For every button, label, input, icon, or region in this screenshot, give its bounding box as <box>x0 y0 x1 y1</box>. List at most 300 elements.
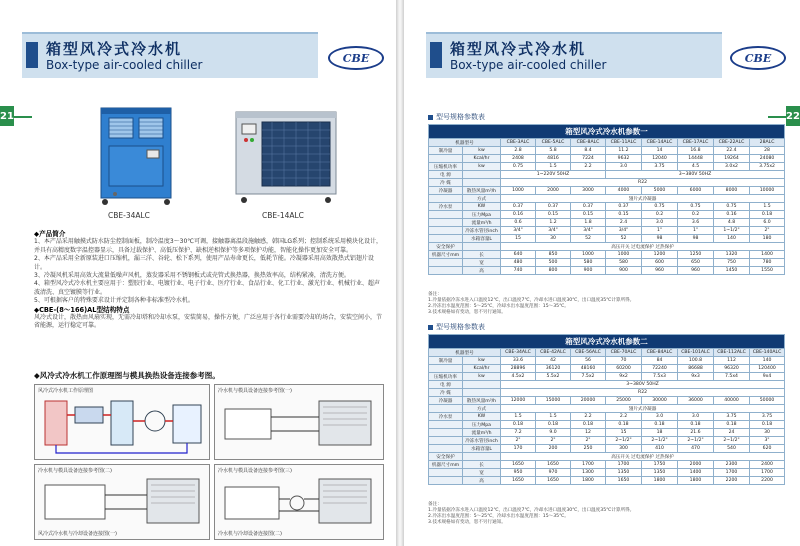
table-cell: 10000 <box>750 187 785 195</box>
table-cell: 640 <box>501 251 536 259</box>
table-cell: 1450 <box>714 267 750 275</box>
table-row <box>429 421 785 429</box>
table-cell: 3.0 <box>642 413 678 421</box>
table-cell: 4.5x2 <box>501 373 536 381</box>
feature-item: 2、本产品采用全新原装进口压缩机，漏三洋、谷轮、松下系列，使用产品寿命更长，低耗节能。冷凝器采用高效散热式铝翅片设计。 <box>34 255 374 271</box>
row-unit <box>463 179 501 187</box>
table-cell: 2" <box>536 437 571 445</box>
table-cell: 3/4" <box>501 227 536 235</box>
table-cell: 1800 <box>678 477 714 485</box>
model-name: CBE-42ALC <box>536 349 571 357</box>
table-cell: 0.18 <box>571 421 606 429</box>
table-cell: 0.15 <box>571 211 606 219</box>
table-cell: 1550 <box>750 267 785 275</box>
note-line: 2.冷冻出水温度范围：5～25℃，冷却水出水温度范围：15～35℃。 <box>428 304 569 309</box>
table-cell: 15 <box>501 235 536 243</box>
model-name: CBE-8ALC <box>571 139 606 147</box>
product-caption-14alc: CBE-14ALC <box>262 211 304 220</box>
model-name: CBE-56ALC <box>571 349 606 357</box>
table-cell: 5.5x2 <box>536 373 571 381</box>
row-unit: 宽 <box>463 259 501 267</box>
row-group-label: 冷 媒 <box>429 179 463 187</box>
table-cell: 1.2 <box>536 219 571 227</box>
table-cell: 1350 <box>606 469 642 477</box>
row-unit: kw <box>463 163 501 171</box>
table-row <box>429 373 785 381</box>
model-name: CBE-5ALC <box>536 139 571 147</box>
table-cell: 960 <box>678 267 714 275</box>
table-cell: 0.18 <box>606 421 642 429</box>
page-rule <box>768 116 786 118</box>
table-cell: 2200 <box>714 477 750 485</box>
row-unit: KW <box>463 413 501 421</box>
diagrams-title: ◆风冷式冷水机工作原理图与模具换热设备连接参考图。 <box>34 371 220 380</box>
table-cell: 7.5x4 <box>714 373 750 381</box>
table-cell: 30 <box>536 235 571 243</box>
table-cell: 0.18 <box>536 421 571 429</box>
table-cell: 3.0x2 <box>714 163 750 171</box>
table-cell: 15 <box>606 429 642 437</box>
table-cell: 7224 <box>571 155 606 163</box>
note-line: 3.技术规格如有变动，恕不另行通知。 <box>428 310 506 315</box>
table-cell: 0.18 <box>501 421 536 429</box>
row-unit: 方式 <box>463 405 501 413</box>
table-cell: 12 <box>571 429 606 437</box>
table-cell: 1" <box>678 227 714 235</box>
table-cell: 4816 <box>536 155 571 163</box>
row-unit <box>463 453 501 461</box>
table-cell: 1250 <box>678 251 714 259</box>
table-cell: 0.75 <box>714 203 750 211</box>
row-group-label <box>429 477 463 485</box>
table-cell: 20000 <box>571 397 606 405</box>
table-row <box>429 381 785 389</box>
table-cell: 0.2 <box>678 211 714 219</box>
product-photo-14alc <box>232 102 340 208</box>
table-cell: 4000 <box>606 187 642 195</box>
table-notes-2 <box>428 502 784 526</box>
section-heading-1: 型号规格参数表 <box>428 112 485 122</box>
model-name: CBE-112ALC <box>714 349 750 357</box>
row-unit: 高 <box>463 267 501 275</box>
model-name: 28ALC <box>750 139 785 147</box>
row-group-label <box>429 219 463 227</box>
table-row <box>429 429 785 437</box>
table-cell: 2400 <box>750 461 785 469</box>
note-line: 备注： <box>428 292 442 297</box>
table-cell: 2~1/2" <box>642 437 678 445</box>
table-row <box>429 163 785 171</box>
feature-item: 5、可根据客户的特殊要求设计并定制各种非标准型冷水机。 <box>34 297 194 305</box>
row-group-label <box>429 267 463 275</box>
table-cell: 1400 <box>750 251 785 259</box>
table-cell: 740 <box>501 267 536 275</box>
table-cell-merged: 1~220V 50HZ <box>501 171 606 179</box>
table-cell: 8000 <box>714 187 750 195</box>
table-row <box>429 179 785 187</box>
table-cell: 72240 <box>642 365 678 373</box>
table-cell: 3/4" <box>606 227 642 235</box>
table-row <box>429 203 785 211</box>
table-cell: 36000 <box>678 397 714 405</box>
table-cell: 30 <box>750 429 785 437</box>
feature-item: 4、箱型风冷式冷水机主要应用于：塑胶行业、电镀行业、电子行业、医疗行业、食品行业、化工行业、激光行业、机械行业、超声波清洗、真空镀膜等行业。 <box>34 280 380 296</box>
table-cell: 21.6 <box>678 429 714 437</box>
table-cell-merged: 高压开关 过电流保护 过热保护 <box>501 243 785 251</box>
table-cell: 7.5x3 <box>642 373 678 381</box>
table-cell: 0.16 <box>501 211 536 219</box>
diagram-connection-1 <box>214 384 384 460</box>
table-cell: 14 <box>642 147 678 155</box>
table-cell: 40000 <box>714 397 750 405</box>
right-header-band <box>404 32 800 94</box>
table-cell: 0.75 <box>642 203 678 211</box>
table-row <box>429 365 785 373</box>
model-name: CBE-14ALC <box>642 139 678 147</box>
table-row <box>429 389 785 397</box>
row-unit <box>463 243 501 251</box>
row-group-label: 电 源 <box>429 171 463 179</box>
row-group-label: 冷水泵 <box>429 413 463 421</box>
table-cell: 1.5 <box>536 413 571 421</box>
table-cell: 0.15 <box>606 211 642 219</box>
table-cell: 3.6 <box>678 219 714 227</box>
table-cell: 3" <box>750 437 785 445</box>
note-line: 1.冷量依据冷冻水进入口温度12℃，出口温度7℃，冷却水进口温度30℃，出口温度35℃计算所得。 <box>428 508 635 513</box>
table-cell: 4.5 <box>678 163 714 171</box>
row-unit: kw <box>463 147 501 155</box>
left-header-band <box>0 32 396 94</box>
table-cell: 1700 <box>571 461 606 469</box>
table-cell: 170 <box>501 445 536 453</box>
row-unit <box>463 381 501 389</box>
table-cell: 900 <box>571 267 606 275</box>
row-unit: 散热风量m³/h <box>463 397 501 405</box>
page-number: 22 <box>786 106 800 126</box>
table-cell: 120400 <box>750 365 785 373</box>
product-photo-34alc <box>95 102 177 208</box>
table-cell: 0.37 <box>536 203 571 211</box>
table-cell: 6000 <box>678 187 714 195</box>
table-notes-1 <box>428 292 784 316</box>
table-cell: 970 <box>536 469 571 477</box>
row-group-label <box>429 211 463 219</box>
table-cell: 12000 <box>501 397 536 405</box>
row-group-label <box>429 445 463 453</box>
table-row <box>429 453 785 461</box>
model-name: CBE-22ALC <box>714 139 750 147</box>
table-cell: 0.75 <box>678 203 714 211</box>
table-cell: 16.8 <box>678 147 714 155</box>
model-header-label: 机器型号 <box>429 349 501 357</box>
diagram-label: 冷水机与模具设备连接参考图(三) <box>218 468 292 474</box>
model-name: CBE-11ALC <box>606 139 642 147</box>
model-name: CBE-3ALC <box>501 139 536 147</box>
row-unit: 流量m³/h <box>463 429 501 437</box>
table-cell: 2~1/2" <box>714 437 750 445</box>
table-cell: 800 <box>536 267 571 275</box>
left-page <box>0 0 396 546</box>
table-cell: 2" <box>750 227 785 235</box>
table-cell-merged: R22 <box>501 179 785 187</box>
table-row <box>429 461 785 469</box>
table-cell: 1200 <box>642 251 678 259</box>
header-tag-block <box>430 42 442 68</box>
row-unit: 高 <box>463 477 501 485</box>
table-row <box>429 259 785 267</box>
table-row <box>429 445 785 453</box>
table-cell: 8.4 <box>571 147 606 155</box>
table-cell: 850 <box>536 251 571 259</box>
table-cell: 14448 <box>678 155 714 163</box>
table-cell: 7.5x2 <box>571 373 606 381</box>
model-name: CBE-70ALC <box>606 349 642 357</box>
row-unit: 方式 <box>463 195 501 203</box>
table-cell: 1700 <box>750 469 785 477</box>
row-group-label <box>429 437 463 445</box>
table-cell: 98 <box>678 235 714 243</box>
table-title: 箱型风冷式冷水机参数二 <box>429 335 785 349</box>
table-row <box>429 195 785 203</box>
table-cell: 50000 <box>750 397 785 405</box>
table-cell: 780 <box>750 259 785 267</box>
note-line: 3.技术规格如有变动，恕不另行通知。 <box>428 520 506 525</box>
table-cell: 180 <box>750 235 785 243</box>
table-cell: 480 <box>501 259 536 267</box>
row-group-label: 冷水泵 <box>429 203 463 211</box>
table-cell: 1650 <box>501 461 536 469</box>
table-cell-merged: 3~380V 50HZ <box>501 381 785 389</box>
table-cell: 9632 <box>606 155 642 163</box>
row-group-label: 安全保护 <box>429 453 463 461</box>
row-group-label <box>429 429 463 437</box>
table-row <box>429 413 785 421</box>
model-header-label: 机器型号 <box>429 139 501 147</box>
table-cell: 2408 <box>501 155 536 163</box>
row-unit: kw <box>463 357 501 365</box>
table-cell: 3.75 <box>750 413 785 421</box>
table-cell: 2" <box>501 437 536 445</box>
table-row <box>429 171 785 179</box>
table-cell: 250 <box>571 445 606 453</box>
row-unit: 压力Mpa <box>463 211 501 219</box>
table-cell: 2~1/2" <box>606 437 642 445</box>
row-unit <box>463 171 501 179</box>
table-cell: 900 <box>606 267 642 275</box>
table-row <box>429 477 785 485</box>
table-cell: 1350 <box>642 469 678 477</box>
table-row <box>429 357 785 365</box>
table-cell: 1300 <box>571 469 606 477</box>
table-cell: 3/4" <box>571 227 606 235</box>
row-group-label: 压缩机功率 <box>429 163 463 171</box>
table-cell: 0.15 <box>536 211 571 219</box>
table-cell-merged: 高压开关 过电流保护 过热保护 <box>501 453 785 461</box>
row-group-label: 安全保护 <box>429 243 463 251</box>
row-group-label <box>429 235 463 243</box>
table-cell: 3000 <box>571 187 606 195</box>
diagram-connection-2 <box>34 464 210 540</box>
table-row <box>429 469 785 477</box>
product-introduction <box>34 230 384 331</box>
table-cell: 1.5 <box>536 163 571 171</box>
row-unit: 水箱容量L <box>463 235 501 243</box>
table-row <box>429 267 785 275</box>
row-unit: 宽 <box>463 469 501 477</box>
row-unit: kw <box>463 373 501 381</box>
table-cell: 48160 <box>571 365 606 373</box>
table-cell: 2.4 <box>606 219 642 227</box>
table-cell: 1700 <box>714 469 750 477</box>
row-unit: 冷冻水管径inch <box>463 227 501 235</box>
note-line: 2.冷冻出水温度范围：5～25℃，冷却水出水温度范围：15～35℃。 <box>428 514 569 519</box>
table-cell: 1000 <box>571 251 606 259</box>
page-title-en: Box-type air-cooled chiller <box>46 58 203 72</box>
table-title: 箱型风冷式冷水机参数一 <box>429 125 785 139</box>
diagram-label: 冷水机与模具设备连接参考图(二) <box>38 468 112 474</box>
table-cell: 52 <box>571 235 606 243</box>
product-caption-34alc: CBE-34ALC <box>108 211 150 220</box>
row-group-label: 冷凝器 <box>429 397 463 405</box>
row-group-label <box>429 365 463 373</box>
row-unit: KW <box>463 203 501 211</box>
table-cell: 0.37 <box>606 203 642 211</box>
table-cell: 2200 <box>750 477 785 485</box>
table-cell: 0.37 <box>571 203 606 211</box>
table-cell-merged: R22 <box>501 389 785 397</box>
row-group-label <box>429 469 463 477</box>
row-group-label: 电 源 <box>429 381 463 389</box>
row-group-label <box>429 195 463 203</box>
row-group-label <box>429 405 463 413</box>
table-row <box>429 397 785 405</box>
table-cell: 0.37 <box>501 203 536 211</box>
table-row <box>429 155 785 163</box>
table-row <box>429 227 785 235</box>
table-row <box>429 147 785 155</box>
table-cell: 1650 <box>606 477 642 485</box>
table-cell: 60200 <box>606 365 642 373</box>
table-cell: 140 <box>714 235 750 243</box>
row-unit: Kcal/hr <box>463 155 501 163</box>
section-bullet-icon <box>428 325 433 330</box>
table-cell-merged: 翅片式冷凝器 <box>501 405 785 413</box>
row-unit: 压力Mpa <box>463 421 501 429</box>
table-cell: 600 <box>642 259 678 267</box>
table-cell: 112 <box>714 357 750 365</box>
table-cell: 56 <box>571 357 606 365</box>
table-cell: 3.0 <box>642 219 678 227</box>
spec-table-1 <box>428 124 785 275</box>
table-cell: 9x3 <box>678 373 714 381</box>
cbe-logo: CBE <box>730 46 786 70</box>
model-name: CBE-34ALC <box>501 349 536 357</box>
table-cell: 7.2 <box>501 429 536 437</box>
table-cell: 98 <box>642 235 678 243</box>
table-cell: 2000 <box>536 187 571 195</box>
table-cell: 1000 <box>501 187 536 195</box>
table-cell: 2" <box>571 437 606 445</box>
row-group-label: 冷 媒 <box>429 389 463 397</box>
table-cell: 2.8 <box>501 147 536 155</box>
cbe-logo: CBE <box>328 46 384 70</box>
feature-item: 3、冷凝风机采用高效大流量低噪声风机，蒸发器采用不锈钢板式或壳管式换热器，换热效率高，结构紧凑，清洗方便。 <box>34 272 350 280</box>
table-row <box>429 219 785 227</box>
table-cell: 2.2 <box>571 413 606 421</box>
model-name: CBE-17ALC <box>678 139 714 147</box>
table-cell: 11.2 <box>606 147 642 155</box>
header-tag-block <box>26 42 38 68</box>
table-cell: 300 <box>606 445 642 453</box>
table-cell: 25000 <box>606 397 642 405</box>
table-cell: 1.5 <box>750 203 785 211</box>
note-line: 1.冷量依据冷冻水进入口温度12℃，出口温度7℃，冷却水进口温度30℃，出口温度35℃计算所得。 <box>428 298 635 303</box>
table-cell: 0.2 <box>642 211 678 219</box>
table-cell: 9.0 <box>536 429 571 437</box>
table-cell: 1800 <box>571 477 606 485</box>
row-unit: 长 <box>463 461 501 469</box>
row-unit: 散热风量m³/h <box>463 187 501 195</box>
table-cell: 650 <box>678 259 714 267</box>
table-cell: 1" <box>642 227 678 235</box>
row-group-label <box>429 421 463 429</box>
table-cell: 42 <box>536 357 571 365</box>
table-cell: 12040 <box>642 155 678 163</box>
page-number: 21 <box>0 106 14 126</box>
table-cell: 2.2 <box>571 163 606 171</box>
table-cell: 580 <box>571 259 606 267</box>
table-cell-merged: 翅片式冷凝器 <box>501 195 785 203</box>
spine-gutter <box>396 0 404 546</box>
table-cell: 3.0 <box>606 163 642 171</box>
table-cell: 950 <box>501 469 536 477</box>
table-cell: 2~1/2" <box>678 437 714 445</box>
row-group-label: 制冷量 <box>429 357 463 365</box>
table-cell: 84 <box>642 357 678 365</box>
table-cell: 0.18 <box>714 421 750 429</box>
row-unit: 流量m³/h <box>463 219 501 227</box>
model-name: CBE-140ALC <box>750 349 785 357</box>
table-cell: 22.4 <box>714 147 750 155</box>
row-unit: 水箱容量L <box>463 445 501 453</box>
table-cell: 4.8 <box>714 219 750 227</box>
table-cell: 1700 <box>606 461 642 469</box>
table-cell: 470 <box>678 445 714 453</box>
diagram-caption: 冷水机与冷却设备连接图(二) <box>218 531 282 537</box>
table-cell: 200 <box>536 445 571 453</box>
table-row <box>429 405 785 413</box>
table-cell: 580 <box>606 259 642 267</box>
table-cell: 0.16 <box>714 211 750 219</box>
table-cell: 2.2 <box>606 413 642 421</box>
table-cell: 3/4" <box>536 227 571 235</box>
row-unit: 冷冻水管径inch <box>463 437 501 445</box>
table-cell: 140 <box>750 357 785 365</box>
structure-heading: ◆CBE-(8～166)AL型结构特点 <box>34 305 130 314</box>
row-unit: 长 <box>463 251 501 259</box>
table-cell: 9x4 <box>750 373 785 381</box>
table-cell-merged: 3~380V 50HZ <box>606 171 785 179</box>
table-cell: 1400 <box>678 469 714 477</box>
table-cell: 5000 <box>642 187 678 195</box>
table-cell: 750 <box>714 259 750 267</box>
table-row <box>429 187 785 195</box>
table-cell: 1750 <box>642 461 678 469</box>
table-cell: 1~1/2" <box>714 227 750 235</box>
row-group-label <box>429 155 463 163</box>
table-cell: 0.18 <box>750 211 785 219</box>
table-cell: 500 <box>536 259 571 267</box>
